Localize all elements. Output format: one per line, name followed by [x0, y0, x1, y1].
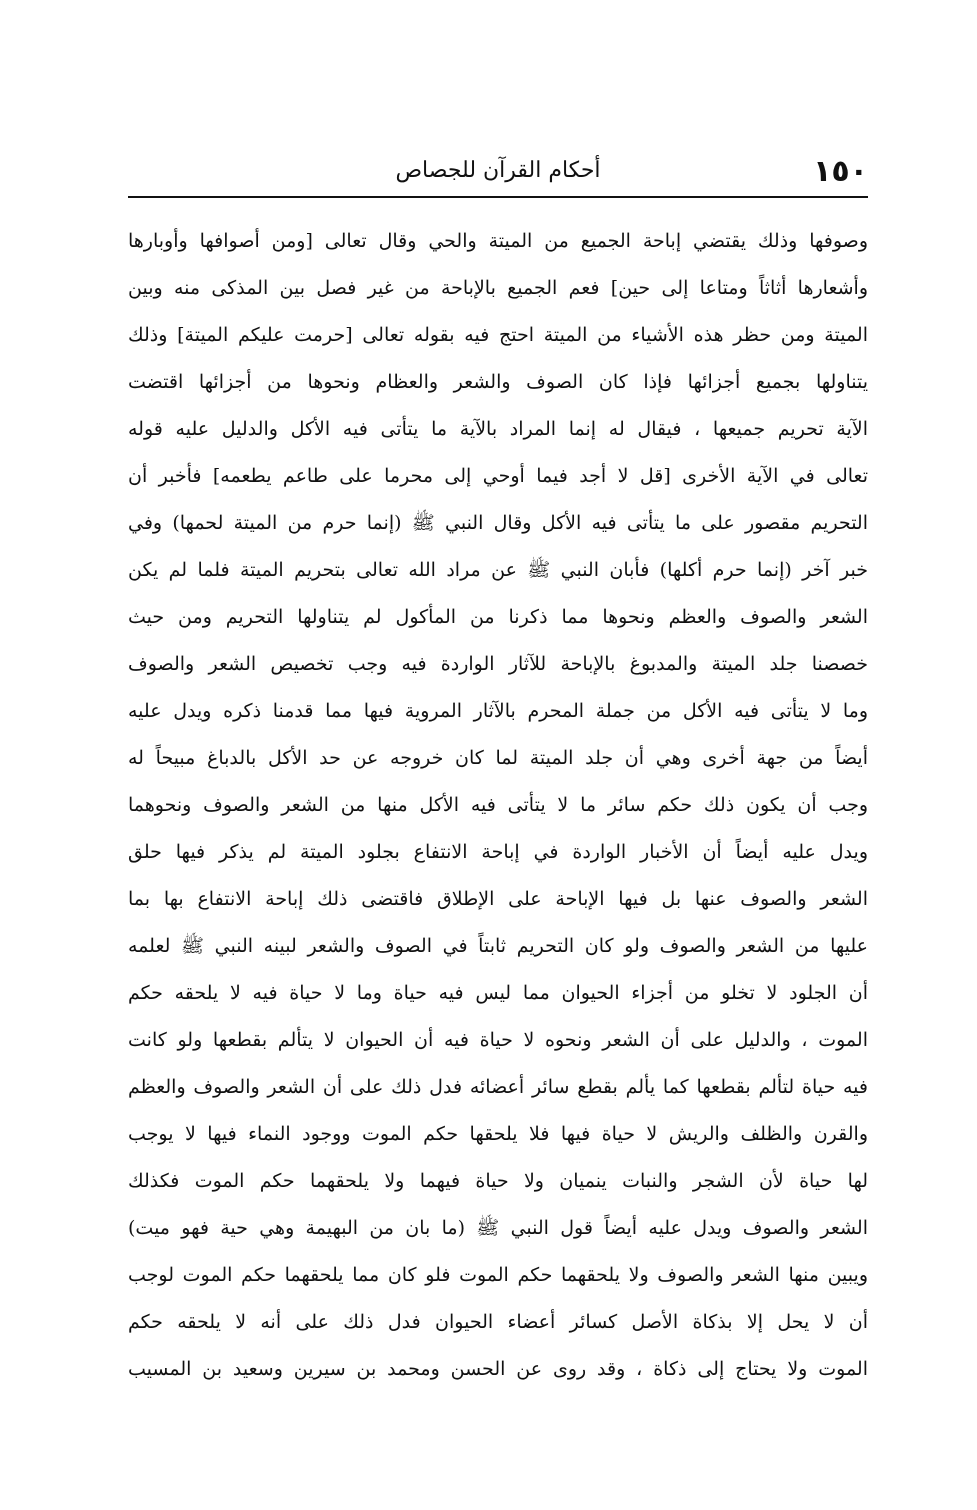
text-line: الشعر والصوف والعظم ونحوها مما ذكرنا من المأكول لم يتناولها التحريم ومن حيث: [128, 606, 868, 628]
text-line: أن الجلود لا تخلو من أجزاء الحيوان مما ليس فيه حياة وما لا حياة فيه لا يلحقه حكم: [128, 982, 868, 1004]
text-line: تعالى في الآية الأخرى [قل لا أجد فيما أوحي إلى محرما على طاعم يطعمه] فأخبر أن: [128, 465, 868, 487]
text-line: الشعر والصوف عنها بل فيها الإباحة على الإطلاق فاقتضى ذلك إباحة الانتفاع بها بما: [128, 888, 868, 910]
text-line: أيضاً من جهة أخرى وهي أن جلد الميتة لما كان خروجه عن حد الأكل بالدباغ مبيحاً له: [128, 747, 868, 769]
text-line: ويبين منها الشعر والصوف ولا يلحقهما حكم الموت فلو كان مما يلحقهما حكم الموت لوجب: [128, 1264, 868, 1286]
text-line: الآية تحريم جميعها ، فيقال له إنما المراد بالآية ما يتأتى فيه الأكل والدليل عليه قوله: [128, 418, 868, 440]
text-line: خبر آخر (إنما حرم أكلها) فأبان النبي ﷺ عن مراد الله تعالى بتحريم الميتة فلما لم يكن: [128, 559, 868, 581]
text-line: يتناولها بجميع أجزائها فإذا كان الصوف والشعر والعظام ونحوها من أجزائها اقتضت: [128, 371, 868, 393]
text-line: عليها من الشعر والصوف ولو كان التحريم ثابتاً في الصوف والشعر لبينه النبي ﷺ لعلمه: [128, 935, 868, 957]
text-line: الميتة ومن حظر هذه الأشياء من الميتة احتج فيه بقوله تعالى [حرمت عليكم الميتة] وذلك: [128, 324, 868, 346]
page-header: [128, 150, 868, 194]
text-line: فيه حياة لتألم بقطعها كما يألم بقطع سائر أعضائه فدل ذلك على أن الشعر والصوف والعظم: [128, 1076, 868, 1098]
text-line: والقرن والظلف والريش لا حياة فيها فلا يلحقها حكم الموت ووجود النماء فيها لا يوجب: [128, 1123, 868, 1145]
text-line: لها حياة لأن الشجر والنبات ينميان ولا حياة فيهما ولا يلحقهما حكم الموت فكذلك: [128, 1170, 868, 1192]
header-rule: [128, 196, 868, 198]
running-title: أحكام القرآن للجصاص: [395, 158, 601, 183]
text-line: الموت ولا يحتاج إلى ذكاة ، وقد روى عن الحسن ومحمد بن سيرين وسعيد بن المسيب: [128, 1358, 868, 1380]
text-line: وما لا يتأتى فيه الأكل من جملة المحرم بالآثار المروية فيها مما قدمنا ذكره ويدل عليه: [128, 700, 868, 722]
text-line: وصوفها وذلك يقتضي إباحة الجميع من الميتة والحي وقال تعالى [ومن أصوافها وأوبارها: [128, 230, 868, 252]
body-text: [128, 218, 868, 1393]
text-line: ويدل عليه أيضاً أن الأخبار الواردة في إباحة الانتفاع بجلود الميتة لم يذكر فيها حلق: [128, 841, 868, 863]
text-line: التحريم مقصور على ما يتأتى فيه الأكل وقال النبي ﷺ (إنما حرم من الميتة لحمها) وفي: [128, 512, 868, 534]
text-line: أن لا يحل إلا بذكاة الأصل كسائر أعضاء الحيوان فدل ذلك على أنه لا يلحقه حكم: [128, 1311, 868, 1333]
text-line: وأشعارها أثاثاً ومتاعا إلى حين] فعم الجميع بالإباحة من غير فصل بين المذكى منه وبين: [128, 277, 868, 299]
text-line: خصصنا جلد الميتة والمدبوغ بالإباحة للآثار الواردة فيه وجب تخصيص الشعر والصوف: [128, 653, 868, 675]
text-line: الشعر والصوف ويدل عليه أيضاً قول النبي ﷺ (ما بان من البهيمة وهي حية فهو ميت): [128, 1217, 868, 1239]
page-number: ١٥٠: [813, 154, 868, 189]
text-line: الموت ، والدليل على أن الشعر ونحوه لا حياة فيه أن الحيوان لا يتألم بقطعها ولو كانت: [128, 1029, 868, 1051]
text-line: وجب أن يكون ذلك حكم سائر ما لا يتأتى فيه الأكل منها من الشعر والصوف ونحوهما: [128, 794, 868, 816]
